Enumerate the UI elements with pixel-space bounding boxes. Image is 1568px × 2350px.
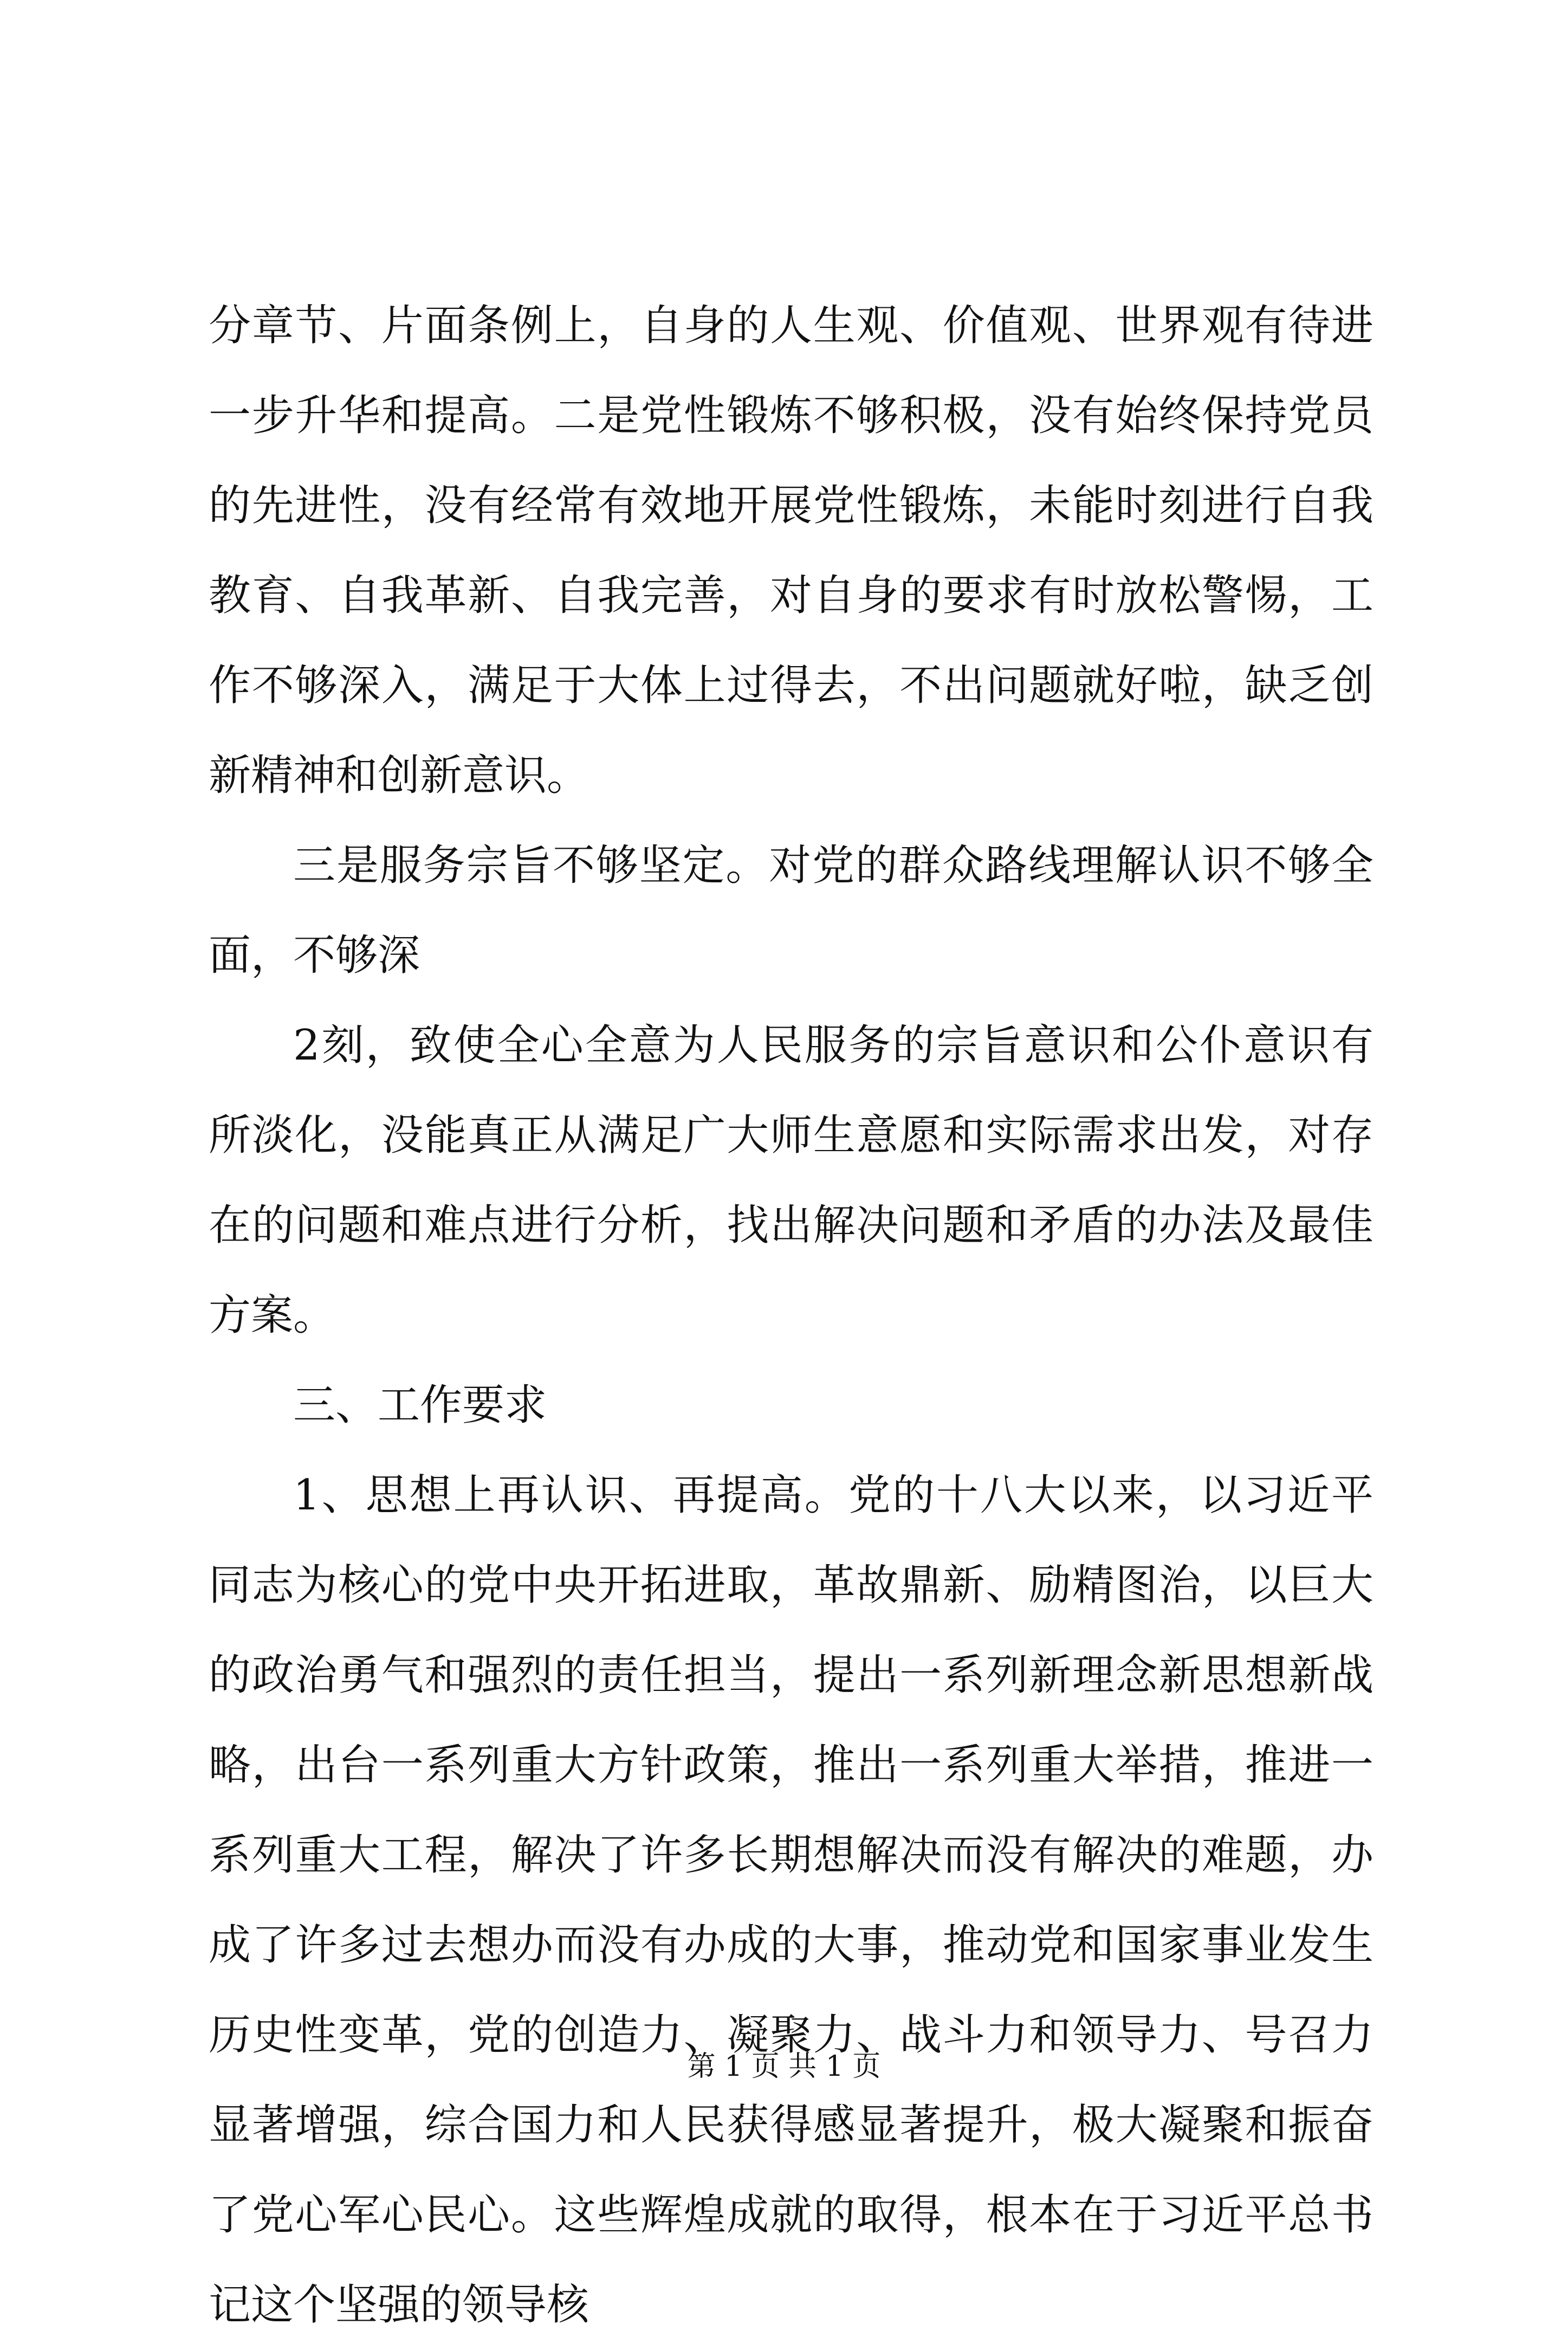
paragraph-1: 分章节、片面条例上，自身的人生观、价值观、世界观有待进一步升华和提高。二是党性锻炼不够积极，没有始终保持党员的先进性，没有经常有效地开展党性锻炼，未能时刻进行自我教育、自我革新、自我完善，对自身的要求有时放松警惕，工作不够深入，满足于大体上过得去，不出问题就好啦，缺乏创新精神和创新意识。: [209, 301, 1373, 800]
document-body: [209, 281, 1373, 2350]
paragraph-4: 1、思想上再认识、再提高。党的十八大以来，以习近平同志为核心的党中央开拓进取，革故鼎新、励精图治，以巨大的政治勇气和强烈的责任担当，提出一系列新理念新思想新战略，出台一系列重大方针政策，推出一系列重大举措，推进一系列重大工程，解决了许多长期想解决而没有解决的难题，办成了许多过去想办而没有办成的大事，推动党和国家事业发生历史性变革，党的创造力、凝聚力、战斗力和领导力、号召力显著增强，综合国力和人民获得感显著提升，极大凝聚和振奋了党心军心民心。这些辉煌成就的取得，根本在于习近平总书记这个坚强的领导核: [209, 1471, 1373, 2329]
paragraph-2: 三是服务宗旨不够坚定。对党的群众路线理解认识不够全面，不够深: [209, 841, 1373, 980]
page-footer: 第 1 页 共 1 页: [687, 2050, 881, 2083]
paragraph-3: 2刻，致使全心全意为人民服务的宗旨意识和公仆意识有所淡化，没能真正从满足广大师生意愿和实际需求出发，对存在的问题和难点进行分析，找出解决问题和矛盾的办法及最佳方案。: [209, 1021, 1373, 1340]
section-heading: 三、工作要求: [293, 1381, 547, 1430]
